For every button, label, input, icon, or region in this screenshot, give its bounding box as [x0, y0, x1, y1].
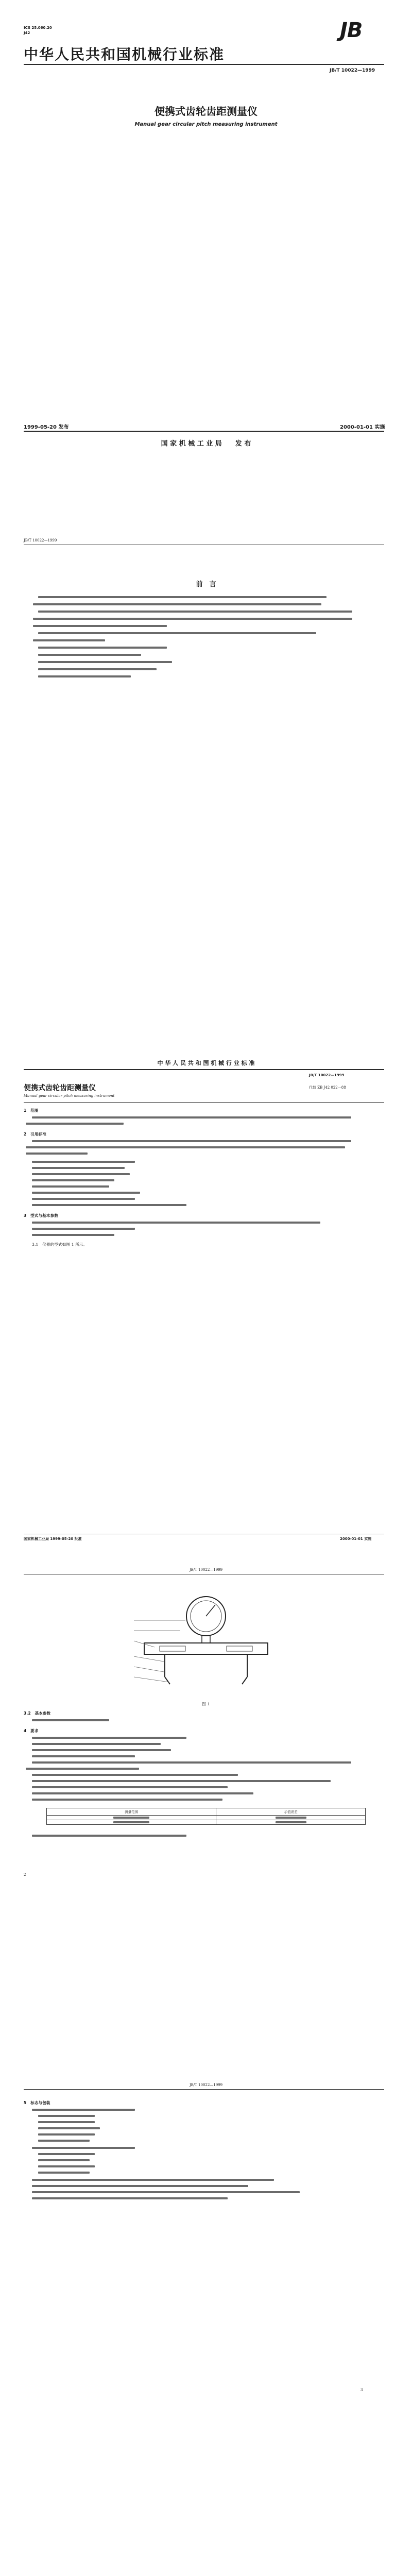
ref-std-line — [32, 1185, 109, 1188]
section-4-text — [32, 1792, 253, 1794]
section-4-text — [32, 1749, 171, 1751]
table-cell-text — [113, 1817, 149, 1819]
section-5-text — [38, 2159, 90, 2161]
section-1-text — [26, 1123, 124, 1125]
section-3-text — [32, 1222, 320, 1224]
figure-1-caption: 图 1 — [202, 1702, 210, 1706]
foreword-running-head: JB/T 10022—1999 — [24, 538, 57, 543]
section-4-heading: 4 要求 — [24, 1728, 39, 1733]
table-cell-text — [276, 1821, 306, 1823]
page2-number: 2 — [24, 1873, 26, 1877]
section-2-text — [26, 1146, 345, 1148]
section-2-heading: 2 引用标准 — [24, 1132, 46, 1137]
foreword-heading: 前 言 — [196, 581, 216, 588]
main-head-rule — [24, 1069, 384, 1070]
main-title-en: Manual gear circular pitch measuring instrument — [24, 1094, 115, 1098]
table-header-cell: 测量范围 — [47, 1808, 216, 1816]
ref-std-line — [32, 1173, 130, 1175]
section-5-heading: 5 标志与包装 — [24, 2100, 50, 2105]
section-1-heading: 1 范围 — [24, 1108, 39, 1113]
main-replaces: 代替 ZB J42 022—88 — [309, 1086, 346, 1090]
section-4-text — [32, 1799, 222, 1801]
cover-org-title: 中华人民共和国机械行业标准 — [24, 46, 225, 63]
foreword-text-line — [38, 668, 157, 670]
foreword-text-line — [38, 661, 172, 663]
main-org-title: 中 华 人 民 共 和 国 机 械 行 业 标 准 — [157, 1060, 255, 1066]
cover-issuer: 国 家 机 械 工 业 局 发 布 — [161, 440, 251, 448]
foreword-text-line — [38, 611, 352, 613]
section-4-text — [32, 1774, 238, 1776]
section-5-text — [38, 2127, 100, 2129]
section-3-1: 3.1 仪器的型式如图 1 所示。 — [32, 1242, 88, 1247]
table-cell-text — [276, 1817, 306, 1819]
ref-std-line — [32, 1167, 125, 1169]
standard-page-1 — [0, 1038, 412, 1553]
table-row — [47, 1820, 366, 1825]
main-title-cn: 便携式齿轮齿距测量仪 — [24, 1084, 96, 1092]
section-1-text — [32, 1116, 351, 1118]
main-std-no: JB/T 10022—1999 — [309, 1073, 345, 1077]
foreword-text-line — [38, 647, 167, 649]
section-4-text — [32, 1835, 186, 1837]
cover-rule-top — [24, 64, 384, 65]
jb-logo: JB — [340, 19, 363, 42]
section-5-text — [32, 2109, 135, 2111]
foreword-text-line — [38, 596, 327, 598]
table-row — [47, 1816, 366, 1820]
section-5-text — [32, 2191, 300, 2193]
page3-running-head: JB/T 10022—1999 — [189, 2083, 223, 2087]
cover-issue-date: 1999-05-20 发布 — [24, 425, 69, 430]
ref-std-line — [32, 1198, 135, 1200]
section-4-text — [32, 1755, 135, 1757]
ref-std-line — [32, 1161, 135, 1163]
section-5-text — [38, 2121, 95, 2123]
foreword-text-line — [33, 639, 105, 641]
foreword-text-line — [33, 603, 321, 605]
section-4-text — [32, 1761, 351, 1764]
section-5-text — [38, 2165, 95, 2167]
foreword-text-line — [33, 618, 352, 620]
section-3-text — [32, 1228, 135, 1230]
section-5-text — [32, 2197, 228, 2199]
foreword-page — [0, 523, 412, 1038]
error-table — [46, 1808, 366, 1825]
section-4-text — [32, 1737, 186, 1739]
section-5-text — [38, 2140, 90, 2142]
table-cell-text — [113, 1821, 149, 1823]
ref-std-line — [32, 1192, 140, 1194]
section-5-text — [38, 2172, 90, 2174]
foreword-text-line — [33, 625, 167, 627]
ics-code: ICS 25.060.20 — [24, 26, 52, 30]
main-footer-impl: 2000-01-01 实施 — [340, 1537, 372, 1541]
cover-std-no: JB/T 10022—1999 — [330, 68, 375, 73]
section-5-text — [38, 2133, 95, 2136]
standard-page-2 — [0, 1553, 412, 2069]
section-3-text — [32, 1234, 114, 1236]
foreword-text-line — [38, 654, 141, 656]
figure-1-instrument-drawing — [124, 1589, 288, 1692]
page2-running-head: JB/T 10022—1999 — [189, 1568, 223, 1572]
table-row — [47, 1808, 366, 1816]
main-title-rule — [24, 1102, 384, 1103]
cover-title-cn: 便携式齿轮齿距测量仪 — [154, 105, 258, 117]
section-5-text — [38, 2153, 95, 2155]
ref-std-line — [32, 1204, 186, 1206]
section-4-text — [32, 1743, 161, 1745]
section-5-text — [32, 2185, 248, 2187]
main-footer-approval: 国家机械工业局 1999-05-20 批准 — [24, 1537, 82, 1541]
section-3-heading: 3 型式与基本参数 — [24, 1213, 59, 1218]
ref-std-line — [32, 1179, 114, 1181]
section-5-text — [38, 2115, 95, 2117]
section-4-text — [32, 1780, 331, 1782]
section-3-2-heading: 3.2 基本参数 — [24, 1711, 51, 1716]
cover-page — [0, 0, 412, 523]
table-header-cell: 示值误差 — [216, 1808, 366, 1816]
cover-title-en: Manual gear circular pitch measuring instrument — [134, 122, 278, 127]
cover-rule-bottom — [24, 431, 384, 432]
section-4-text — [26, 1768, 139, 1770]
standard-page-3 — [0, 2069, 412, 2576]
foreword-text-line — [38, 675, 131, 677]
cover-impl-date: 2000-01-01 实施 — [340, 425, 385, 430]
section-5-text — [32, 2179, 274, 2181]
page3-head-rule — [24, 2089, 384, 2090]
section-5-text — [32, 2147, 135, 2149]
section-2-text — [32, 1140, 351, 1142]
section-3-2-text — [32, 1719, 109, 1721]
section-4-text — [32, 1786, 228, 1788]
foreword-text-line — [38, 632, 316, 634]
ccs-code: J42 — [24, 31, 30, 35]
page3-number: 3 — [360, 2388, 363, 2392]
section-2-text — [26, 1153, 88, 1155]
